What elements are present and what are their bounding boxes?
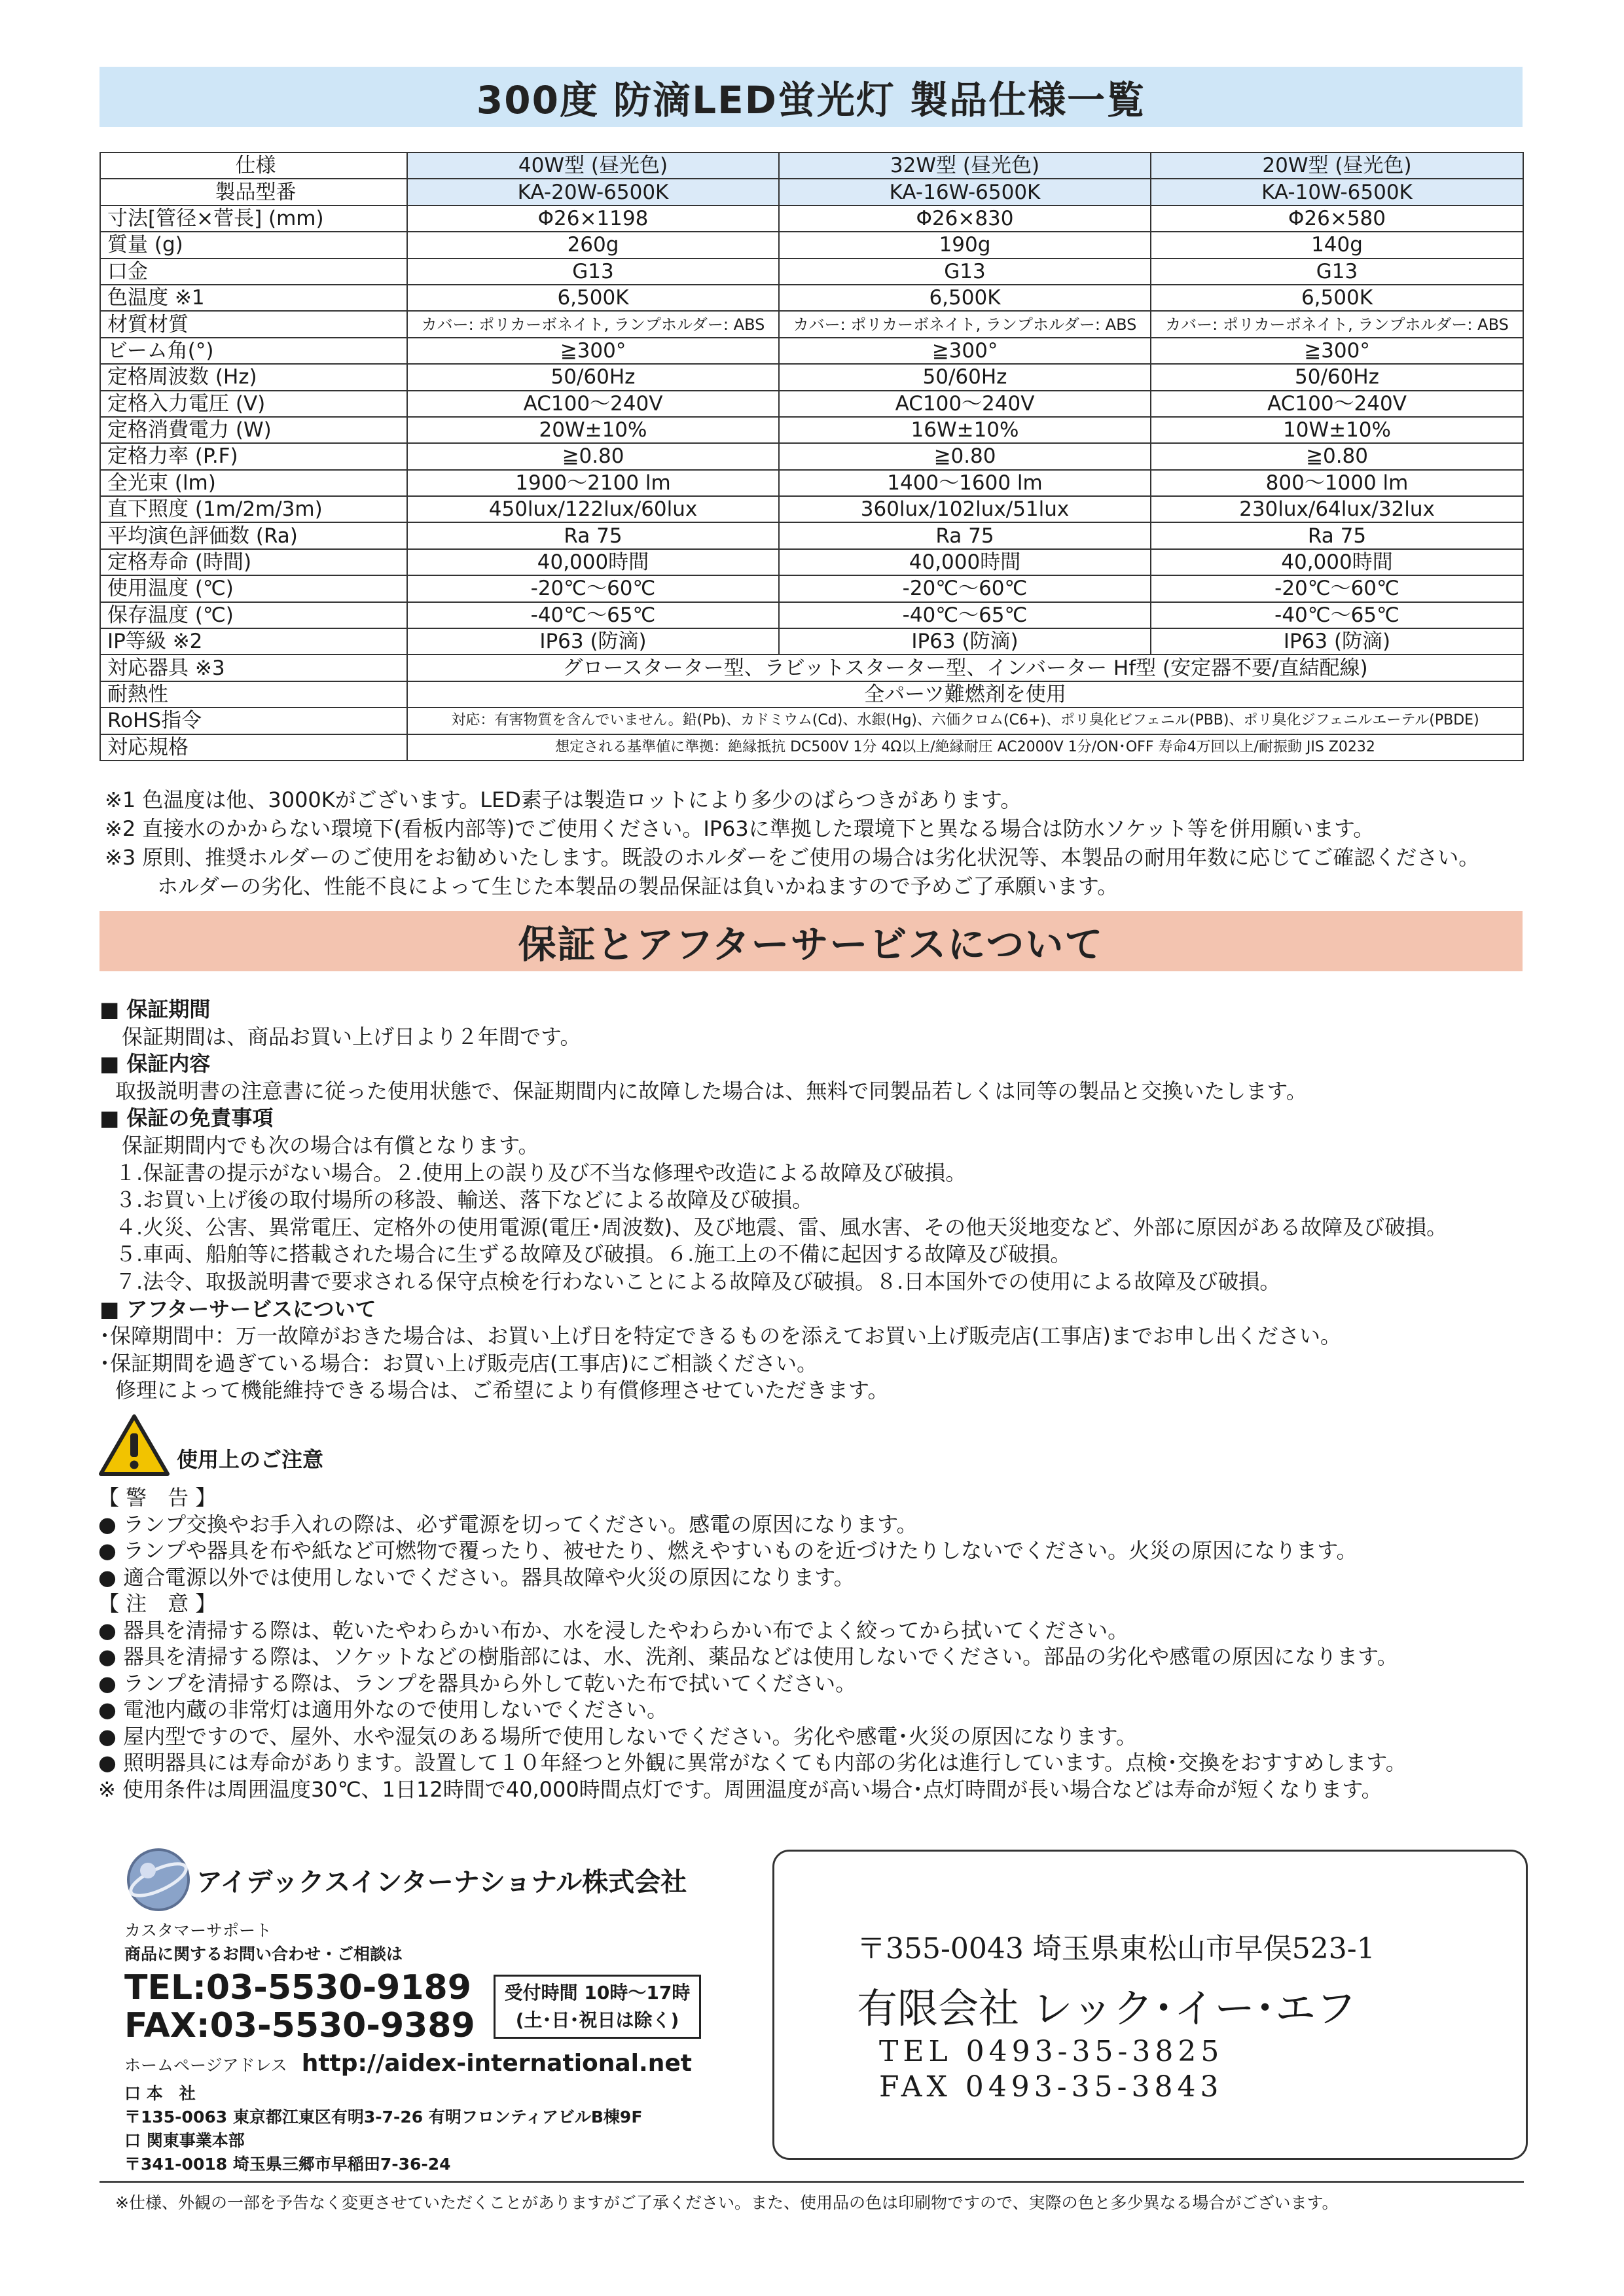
spec-row (100, 311, 1523, 337)
spec-cell: Φ26×830 (779, 206, 1151, 232)
spec-cell: カバー: ポリカーボネイト, ランプホルダー: ABS (1151, 311, 1523, 337)
spec-row (100, 285, 1523, 311)
spec-row-label: 対応器具 ※3 (100, 655, 407, 681)
spec-span-cell: グロースターター型、ラビットスターター型、インバーター Hf型 (安定器不要/直結配線) (407, 655, 1523, 681)
spec-row (100, 602, 1523, 628)
tel-number[interactable]: TEL:03-5530-9189 (124, 1968, 471, 2007)
spec-row-label: 使用温度 (℃) (100, 575, 407, 601)
spec-row-label: 定格周波数 (Hz) (100, 364, 407, 390)
spec-row-label: 対応規格 (100, 734, 407, 761)
spec-cell: 20W±10% (407, 417, 779, 443)
spec-row-label: RoHS指令 (100, 708, 407, 734)
spec-cell: 190g (779, 232, 1151, 258)
notice-item: ● 器具を清掃する際は、ソケットなどの樹脂部には、水、洗剤、薬品などは使用しないでください。部品の劣化や感電の原因になります。 (98, 1644, 1398, 1669)
business-hours-note: (土･日･祝日は除く) (515, 2009, 679, 2031)
spec-cell: 50/60Hz (1151, 364, 1523, 390)
spec-cell: カバー: ポリカーボネイト, ランプホルダー: ABS (407, 311, 779, 337)
spec-title-banner (99, 67, 1523, 127)
spec-cell: -20℃～60℃ (1151, 575, 1523, 601)
spec-span-cell: 想定される基準値に準拠：絶縁抵抗 DC500V 1分 4Ω以上/絶縁耐圧 AC2000V 1分/ON･OFF 寿命4万回以上/耐振動 JIS Z0232 (407, 734, 1523, 761)
spec-cell: 20W型 (昼光色) (1151, 152, 1523, 179)
dealer-address: 〒355-0043 埼玉県東松山市早俣523-1 (857, 1932, 1375, 1965)
spec-row-label: 耐熱性 (100, 681, 407, 708)
exempt-line: ４.火災、公害、異常電圧、定格外の使用電源(電圧･周波数)、及び地震、雷、風水害、その他天災地変など、外部に原因がある故障及び破損。 (115, 1214, 1448, 1240)
dealer-tel: TEL 0493-35-3825 (879, 2035, 1224, 2068)
company-name: アイデックスインターナショナル株式会社 (196, 1867, 687, 1897)
spec-row (100, 179, 1523, 205)
warranty-content-heading: ■ 保証内容 (99, 1051, 211, 1077)
dealer-name: 有限会社 レック･イー･エフ (857, 1984, 1357, 2032)
spec-row-label: 定格力率 (P.F) (100, 443, 407, 469)
spec-row (100, 364, 1523, 390)
spec-cell: 6,500K (1151, 285, 1523, 311)
warranty-content-text: 取扱説明書の注意書に従った使用状態で、保証期間内に故障した場合は、無料で同製品若しくは同等の製品と交換いたします。 (115, 1078, 1307, 1103)
head-office-label: 口 本 社 (124, 2084, 196, 2103)
spec-cell: 140g (1151, 232, 1523, 258)
business-hours-box (494, 1975, 702, 2039)
caution-header (98, 1412, 323, 1478)
phone-row (124, 1969, 746, 2045)
spec-cell: 40W型 (昼光色) (407, 152, 779, 179)
spec-cell: -40℃～65℃ (1151, 602, 1523, 628)
spec-cell: 50/60Hz (407, 364, 779, 390)
spec-row (100, 443, 1523, 469)
warning-item: ● ランプ交換やお手入れの際は、必ず電源を切ってください。感電の原因になります。 (98, 1511, 918, 1537)
warning-item: ● ランプや器具を布や紙など可燃物で覆ったり、被せたり、燃えやすいものを近づけたりしないでください。火災の原因になります。 (98, 1538, 1358, 1563)
spec-row-label: ビーム角(°) (100, 338, 407, 364)
spec-row (100, 655, 1523, 681)
note-2: ※2 直接水のかからない環境下(看板内部等)でご使用ください。IP63に準拠した環境下と異なる場合は防水ソケット等を併用願います。 (105, 816, 1375, 841)
notice-item: ● 照明器具には寿命があります。設置して１０年経つと外観に異常がなくても内部の劣化は進行しています。点検･交換をおすすめします。 (98, 1750, 1407, 1775)
exempt-line: ７.法令、取扱説明書で要求される保守点検を行わないことによる故障及び破損。８.日本国外での使用による故障及び破損。 (115, 1268, 1281, 1294)
spec-row-label: IP等級 ※2 (100, 628, 407, 655)
spec-cell: KA-20W-6500K (407, 179, 779, 205)
spec-cell: AC100～240V (407, 391, 779, 417)
notice-heading: 【 注 意 】 (98, 1591, 217, 1616)
spec-cell: -40℃～65℃ (407, 602, 779, 628)
spec-notes (105, 785, 1532, 901)
warning-triangle-icon (98, 1412, 170, 1478)
spec-row-label: 定格入力電圧 (V) (100, 391, 407, 417)
after-line: ･保証期間を過ぎている場合：お買い上げ販売店(工事店)にご相談ください。 (99, 1350, 818, 1376)
warning-item: ● 適合電源以外では使用しないでください。器具故障や火災の原因になります。 (98, 1564, 855, 1590)
spec-row (100, 708, 1523, 734)
spec-row (100, 152, 1523, 179)
head-office-address: 〒135-0063 東京都江東区有明3-7-26 有明フロンティアビルB棟9F (124, 2108, 643, 2126)
spec-title: 300度 防滴LED蛍光灯 製品仕様一覧 (476, 78, 1146, 122)
spec-cell: G13 (779, 259, 1151, 285)
exempt-line: ５.車両、船舶等に搭載された場合に生ずる故障及び破損。６.施工上の不備に起因する故障及び破損。 (115, 1242, 1072, 1267)
notice-item: ● ランプを清掃する際は、ランプを器具から外して乾いた布で拭いてください。 (98, 1670, 857, 1696)
spec-row-label: 色温度 ※1 (100, 285, 407, 311)
spec-row-label: 口金 (100, 259, 407, 285)
exempt-line: １.保証書の提示がない場合。２.使用上の誤り及び不当な修理や改造による故障及び破損。 (115, 1160, 967, 1185)
spec-cell: 450lux/122lux/60lux (407, 496, 779, 522)
spec-table-body (100, 152, 1523, 761)
spec-row (100, 391, 1523, 417)
spec-cell: AC100～240V (1151, 391, 1523, 417)
spec-row (100, 522, 1523, 548)
warranty-title-banner (99, 911, 1523, 971)
branch-address: 〒341-0018 埼玉県三郷市早稲田7-36-24 (124, 2155, 451, 2174)
spec-cell: KA-16W-6500K (779, 179, 1151, 205)
spec-cell: ≧300° (1151, 338, 1523, 364)
spec-row-label: 定格寿命 (時間) (100, 549, 407, 575)
spec-cell: Ra 75 (779, 522, 1151, 548)
note-3-cont: ホルダーの劣化、性能不良によって生じた本製品の製品保証は負いかねますので予めご了承願います。 (157, 874, 1119, 899)
spec-cell: AC100～240V (779, 391, 1151, 417)
notice-item: ● 屋内型ですので、屋外、水や湿気のある場所で使用しないでください。劣化や感電･火災の原因になります。 (98, 1723, 1137, 1749)
spec-cell: KA-10W-6500K (1151, 179, 1523, 205)
note-3: ※3 原則、推奨ホルダーのご使用をお勧めいたします。既設のホルダーをご使用の場合は劣化状況等、本製品の耐用年数に応じてご確認ください。 (105, 845, 1480, 870)
notice-item: ● 電池内蔵の非常灯は適用外なので使用しないでください。 (98, 1697, 668, 1722)
exempt-line: ３.お買い上げ後の取付場所の移設、輸送、落下などによる故障及び破損。 (115, 1187, 814, 1213)
spec-cell: ≧0.80 (779, 443, 1151, 469)
spec-cell: 16W±10% (779, 417, 1151, 443)
spec-cell: -40℃～65℃ (779, 602, 1151, 628)
caution-title: 使用上のご注意 (177, 1447, 324, 1472)
fax-number: FAX:03-5530-9389 (124, 2006, 475, 2045)
spec-span-cell: 全パーツ難燃剤を使用 (407, 681, 1523, 708)
spec-cell: 40,000時間 (407, 549, 779, 575)
spec-row (100, 232, 1523, 258)
spec-cell: ≧300° (779, 338, 1151, 364)
spec-cell: -20℃～60℃ (779, 575, 1151, 601)
inquiry-label: 商品に関するお問い合わせ・ご相談は (124, 1945, 403, 1964)
spec-row-label: 平均演色評価数 (Ra) (100, 522, 407, 548)
spec-cell: Φ26×1198 (407, 206, 779, 232)
spec-row (100, 417, 1523, 443)
warranty-title: 保証とアフターサービスについて (518, 922, 1104, 967)
spec-cell: 360lux/102lux/51lux (779, 496, 1151, 522)
spec-cell: 40,000時間 (1151, 549, 1523, 575)
spec-cell: 1400～1600 lm (779, 470, 1151, 496)
homepage-url[interactable]: http://aidex-international.net (301, 2050, 692, 2077)
spec-cell: 1900～2100 lm (407, 470, 779, 496)
spec-row-label: 全光束 (lm) (100, 470, 407, 496)
spec-cell: Ra 75 (407, 522, 779, 548)
spec-row (100, 496, 1523, 522)
spec-cell: ≧0.80 (407, 443, 779, 469)
note-1: ※1 色温度は他、3000Kがございます。LED素子は製造ロットにより多少のばらつきがあります。 (105, 787, 1022, 812)
warranty-period-heading: ■ 保証期間 (99, 997, 211, 1022)
spec-span-cell: 対応：有害物質を含んでいません。鉛(Pb)、カドミウム(Cd)、水銀(Hg)、六価クロム(C6+)、ポリ臭化ビフェニル(PBB)、ポリ臭化ジフェニルエーテル(PBDE) (407, 708, 1523, 734)
spec-row-label: 製品型番 (100, 179, 407, 205)
homepage-row (124, 2047, 746, 2082)
spec-row (100, 470, 1523, 496)
phone-numbers (124, 1969, 475, 2045)
warranty-exempt-heading: ■ 保証の免責事項 (99, 1105, 274, 1131)
spec-row (100, 206, 1523, 232)
spec-cell: 6,500K (779, 285, 1151, 311)
company-info (124, 1846, 746, 2176)
spec-cell: 40,000時間 (779, 549, 1151, 575)
spec-row-label: 寸法[管径×菅長] (mm) (100, 206, 407, 232)
spec-row-label: 質量 (g) (100, 232, 407, 258)
spec-cell: G13 (407, 259, 779, 285)
spec-cell: -20℃～60℃ (407, 575, 779, 601)
spec-cell: 32W型 (昼光色) (779, 152, 1151, 179)
notice-item: ※ 使用条件は周囲温度30℃、1日12時間で40,000時間点灯です。周囲温度が高い場合･点灯時間が長い場合などは寿命が短くなります。 (98, 1776, 1382, 1802)
warranty-section (99, 996, 1540, 1405)
spec-row (100, 575, 1523, 601)
spec-row (100, 628, 1523, 655)
spec-row (100, 259, 1523, 285)
spec-cell: カバー: ポリカーボネイト, ランプホルダー: ABS (779, 311, 1151, 337)
spec-cell: 10W±10% (1151, 417, 1523, 443)
spec-row-label: 定格消費電力 (W) (100, 417, 407, 443)
warning-heading: 【 警 告 】 (98, 1485, 217, 1510)
exempt-line: 保証期間内でも次の場合は有償となります。 (122, 1132, 539, 1158)
dealer-stamp-box (772, 1850, 1528, 2160)
after-line: ･保障期間中：万一故障がおきた場合は、お買い上げ日を特定できるものを添えてお買い上げ販売店(工事店)までお申し出ください。 (99, 1323, 1341, 1349)
spec-row-label: 保存温度 (℃) (100, 602, 407, 628)
after-service-heading: ■ アフターサービスについて (99, 1296, 376, 1321)
spec-table (99, 152, 1524, 761)
spec-cell: ≧0.80 (1151, 443, 1523, 469)
spec-cell: 260g (407, 232, 779, 258)
support-label: カスタマーサポート (124, 1921, 272, 1940)
company-logo-icon (124, 1846, 192, 1914)
spec-cell: Ra 75 (1151, 522, 1523, 548)
caution-section (98, 1484, 1538, 1803)
spec-cell: IP63 (防滴) (1151, 628, 1523, 655)
spec-cell: 50/60Hz (779, 364, 1151, 390)
spec-row (100, 549, 1523, 575)
spec-cell: 800～1000 lm (1151, 470, 1523, 496)
footer-divider (99, 2181, 1524, 2183)
footer-note: ※仕様、外観の一部を予告なく変更させていただくことがありますがご了承ください。また、使用品の色は印刷物ですので、実際の色と多少異なる場合がございます。 (115, 2193, 1339, 2212)
business-hours: 受付時間 10時～17時 (504, 1982, 691, 2003)
spec-row-label: 直下照度 (1m/2m/3m) (100, 496, 407, 522)
branch-label: 口 関東事業本部 (124, 2131, 245, 2150)
spec-row-label: 材質材質 (100, 311, 407, 337)
spec-cell: 6,500K (407, 285, 779, 311)
spec-row-label: 仕様 (100, 152, 407, 179)
spec-cell: ≧300° (407, 338, 779, 364)
spec-cell: IP63 (防滴) (779, 628, 1151, 655)
warranty-period-text: 保証期間は、商品お買い上げ日より２年間です。 (122, 1024, 581, 1049)
company-logo-row (124, 1846, 746, 1914)
spec-cell: Φ26×580 (1151, 206, 1523, 232)
homepage-label: ホームページアドレス (124, 2056, 287, 2075)
spec-row (100, 681, 1523, 708)
spec-cell: G13 (1151, 259, 1523, 285)
spec-row (100, 734, 1523, 761)
spec-cell: 230lux/64lux/32lux (1151, 496, 1523, 522)
spec-row (100, 338, 1523, 364)
dealer-fax: FAX 0493-35-3843 (879, 2070, 1223, 2104)
notice-item: ● 器具を清掃する際は、乾いたやわらかい布か、水を浸したやわらかい布でよく絞ってから拭いてください。 (98, 1617, 1129, 1643)
spec-cell: IP63 (防滴) (407, 628, 779, 655)
after-line: 修理によって機能維持できる場合は、ご希望により有償修理させていただきます。 (115, 1378, 889, 1403)
